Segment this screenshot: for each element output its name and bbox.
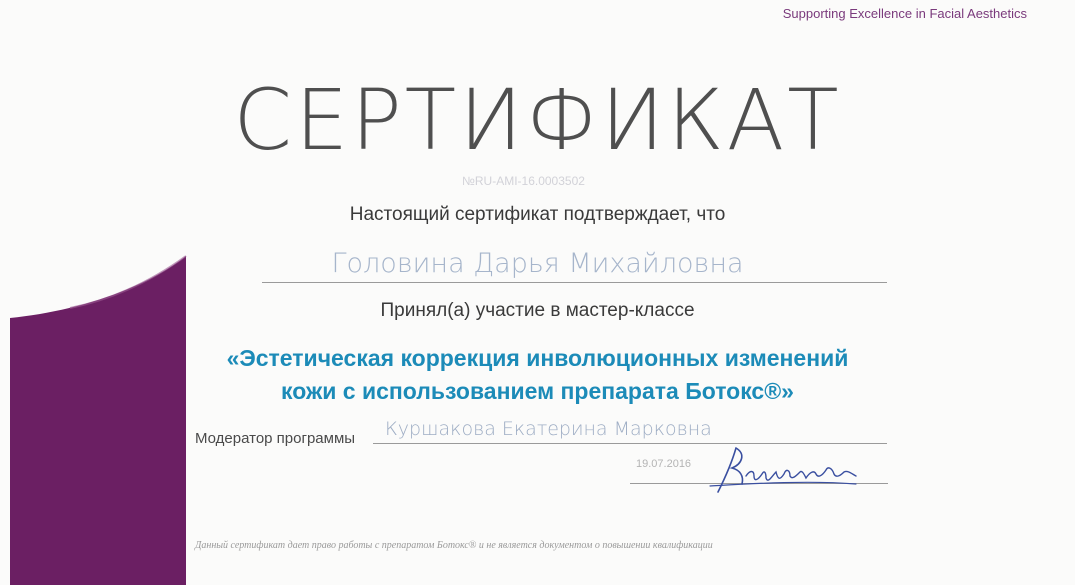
recipient-name: Головина Дарья Михайловна [331,248,744,279]
footnote-disclaimer: Данный сертификат дает право работы с препаратом Ботокс® и не является документом о повышении квалификации [195,540,713,551]
participation-text: Принял(а) участие в мастер-классе [380,300,695,321]
moderator-label: Модератор программы [195,430,356,447]
course-title-line-2: кожи с использованием препарата Ботокс®» [281,378,794,404]
confirmation-text: Настоящий сертификат подтверждает, что [349,204,726,225]
certificate-title: СЕРТИФИКАТ [233,71,842,169]
course-title [0,342,1075,408]
course-title-line-1: «Эстетическая коррекция инволюционных изменений [226,345,849,371]
header-tagline: Supporting Excellence in Facial Aesthetics [782,6,1027,21]
moderator-name: Куршакова Екатерина Марковна [385,418,712,440]
handwritten-signature [706,440,876,500]
recipient-name-underline [262,282,887,283]
issue-date: 19.07.2016 [636,458,692,470]
serial-number: №RU-AMI-16.0003502 [462,174,585,188]
